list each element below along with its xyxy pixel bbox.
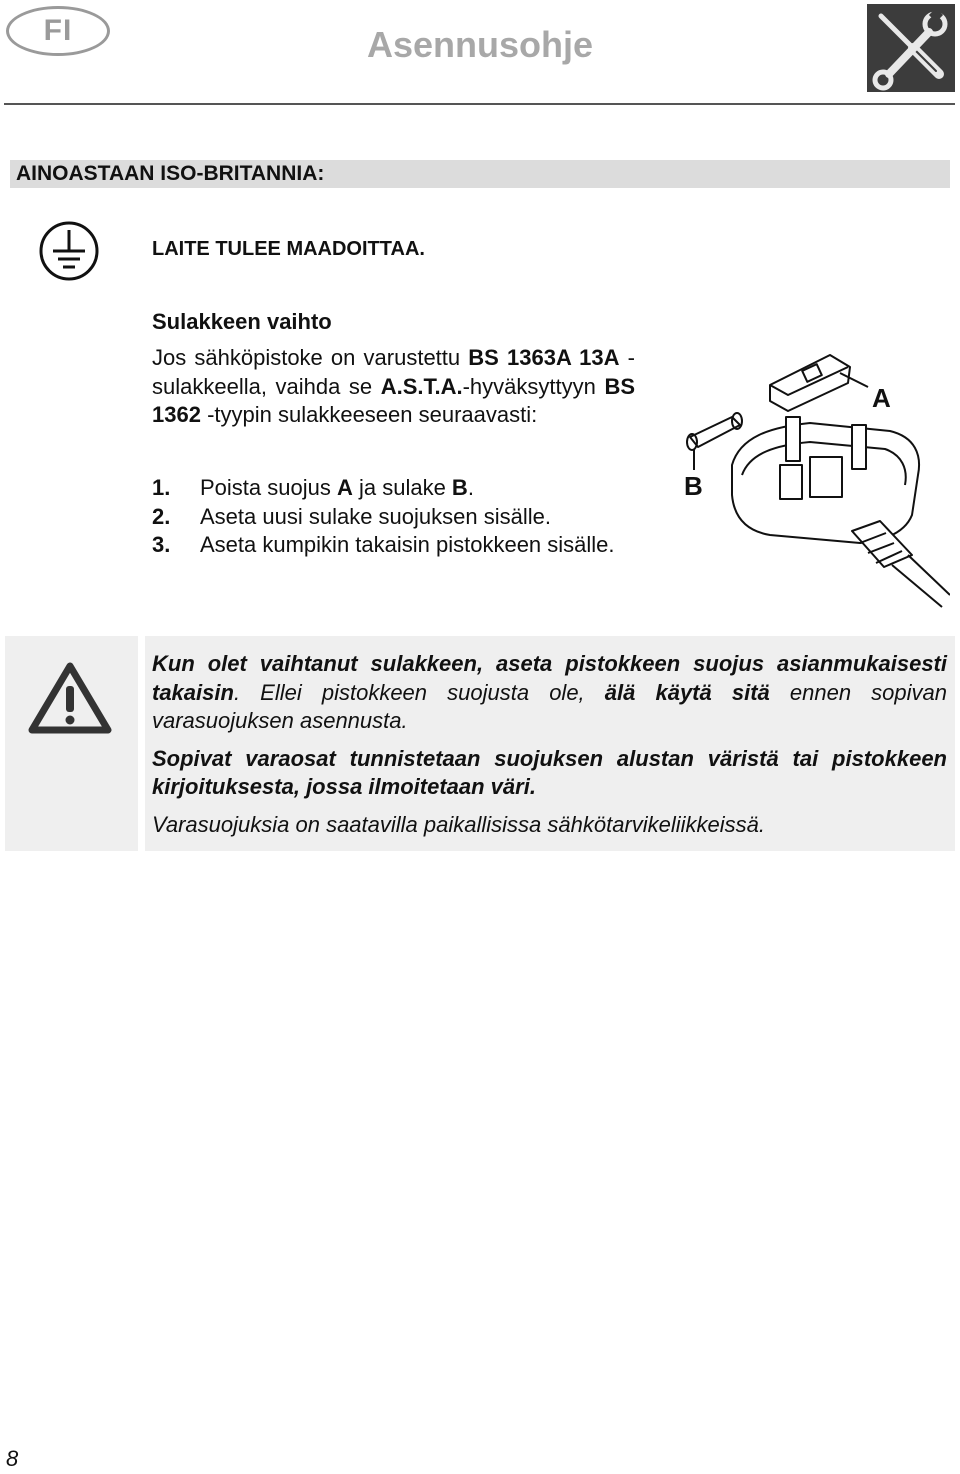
- tools-icon: [867, 4, 955, 92]
- step-bold-a: A: [336, 475, 353, 500]
- step-number: 2.: [152, 503, 171, 529]
- warning-bold-2: älä käytä sitä: [604, 679, 770, 705]
- step-number: 3.: [152, 532, 171, 557]
- intro-bold-3: BS 1362: [152, 373, 635, 427]
- earth-ground-icon: [38, 220, 100, 282]
- step-text: Aseta kumpikin takaisin pistokkeen sisälle.: [200, 532, 615, 557]
- warning-paragraph-1: [152, 650, 947, 736]
- fuse-steps: [152, 474, 635, 560]
- warning-bold-1: Kun olet vaihtanut sulakkeen, aseta pistokkeen suojus asianmukaisesti takaisin: [152, 651, 947, 705]
- warning-paragraph-2: Sopivat varaosat tunnistetaan suojuksen alustan väristä tai pistokkeen kirjoituksesta, jossa ilmoitetaan väri.: [152, 745, 947, 799]
- fuse-intro: [152, 344, 635, 430]
- plug-diagram: [680, 345, 950, 615]
- earthing-notice: LAITE TULEE MAADOITTAA.: [152, 238, 425, 260]
- step-number: 1.: [152, 475, 171, 500]
- warning-triangle-icon: [28, 660, 112, 736]
- step-bold-b: B: [451, 475, 468, 500]
- step-text: [200, 474, 635, 503]
- figure-label-a: A: [872, 383, 891, 413]
- list-item: [152, 474, 635, 503]
- warning-text-1: . Ellei pistokkeen suojusta ole,: [233, 679, 605, 705]
- language-code: FI: [43, 14, 73, 47]
- fuse-heading: Sulakkeen vaihto: [152, 309, 332, 334]
- warning-text-2: ennen sopivan varasuojuksen asennusta.: [152, 679, 947, 733]
- intro-text-3: -hyväksyttyyn: [462, 373, 605, 399]
- step-text-post: .: [467, 475, 474, 500]
- page-number: 8: [6, 1446, 19, 1471]
- intro-text-1: Jos sähköpistoke on varustettu: [152, 345, 469, 370]
- warning-paragraph-3: Varasuojuksia on saatavilla paikallisissa sähkötarvikeliikkeissä.: [152, 811, 766, 837]
- intro-bold-1: BS 1363A 13A: [468, 345, 620, 370]
- list-item: [152, 503, 635, 532]
- intro-bold-2: A.S.T.A.: [380, 373, 463, 399]
- intro-text-2: -sulakkeella, vaihda se: [152, 345, 635, 399]
- page-title: Asennusohje: [366, 24, 594, 65]
- header-divider: [4, 103, 955, 105]
- step-text-mid: ja sulake: [352, 475, 452, 500]
- step-text-pre: Poista suojus: [200, 475, 337, 500]
- figure-label-b: B: [684, 471, 703, 501]
- warning-text: [152, 650, 947, 839]
- list-item: [152, 531, 635, 560]
- step-text: Aseta uusi sulake suojuksen sisälle.: [200, 503, 551, 529]
- section-heading: AINOASTAAN ISO-BRITANNIA:: [10, 160, 950, 188]
- intro-text-4: -tyypin sulakkeeseen seuraavasti:: [200, 402, 538, 427]
